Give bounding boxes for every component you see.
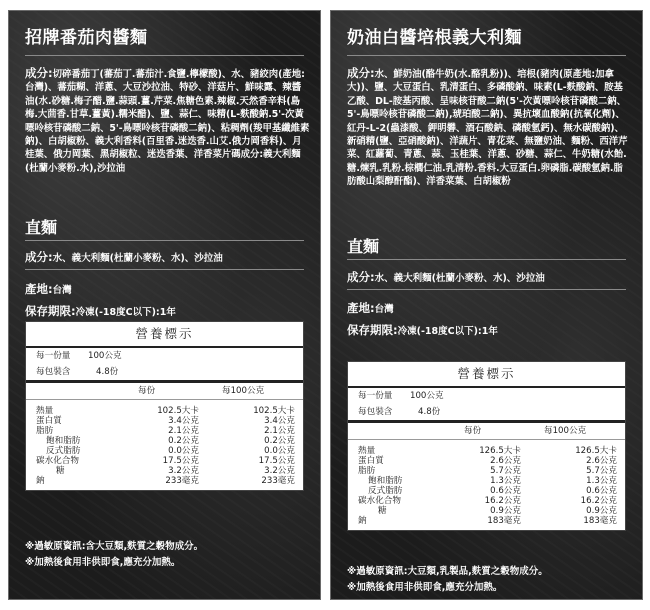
per-100g-value: 0.0公克 xyxy=(264,446,295,456)
serving-size-label: 每一份量 xyxy=(358,391,393,401)
nutrition-row-carbohydrate xyxy=(26,456,303,466)
noodle-heading: 直麵 xyxy=(347,237,380,256)
noodle-ingredients-label: 成分: xyxy=(25,250,53,264)
servings-row xyxy=(348,404,625,420)
nutrition-rows xyxy=(26,400,303,490)
sauce-ingredients-text: 水、鮮奶油(酪牛奶(水.酪乳粉))、培根(豬肉(原產地:加拿大))、鹽、大豆蛋白、乳清蛋白、多磷酸鈉、味素(L-麩酸鈉、胺基乙酸、DL-胺基丙酸、呈味核苷酸二鈉(5'-次黃嘌呤核苷磷酸二鈉、5'-鳥嘌呤核苷磷酸二鈉),琥珀酸二鈉)、異抗壞血酸鈉(抗氧化劑)、紅丹-L-2(蟲漆酸、鉀明礬、酒石酸鈉、磷酸氫鈣)、無水碳酸鈉)、新硝精(鹽、亞硝酸鈉)、洋蔬片、青花菜、無鹽奶油、麵粉、西洋芹菜、紅蘿蔔、青蔥、蒜、玉桂葉、洋蔥、砂糖、蒜仁、牛奶糖(水飴.糖.煉乳.乳粉.棕櫚仁油.乳清粉.香料.大豆蛋白.卵磷脂.碳酸氫鈉.脂肪酸山梨醇酐酯)、洋香菜葉、白胡椒粉 xyxy=(347,69,628,188)
per-100g-value: 1.3公克 xyxy=(586,476,617,486)
origin-label: 產地: xyxy=(25,282,53,296)
origin xyxy=(347,300,632,316)
nutrition-header xyxy=(26,380,303,400)
serving-size-value: 100公克 xyxy=(88,351,122,361)
per-100g-value: 3.4公克 xyxy=(264,416,295,426)
nutrient-label: 反式脂肪 xyxy=(46,446,81,456)
per-100g-value: 3.2公克 xyxy=(264,466,295,476)
per-serving-value: 17.5公克 xyxy=(162,456,199,466)
servings-label: 每包裝含 xyxy=(358,407,393,417)
noodle-divider xyxy=(25,240,304,241)
per-serving-value: 1.3公克 xyxy=(490,476,521,486)
nutrient-label: 脂肪 xyxy=(36,426,54,436)
allergen-info: ※過敏原資訊:含大豆類,麩質之穀物成分。 xyxy=(25,541,204,552)
per-serving-value: 126.5大卡 xyxy=(479,446,521,456)
nutrition-row-energy xyxy=(348,446,625,456)
serving-size-value: 100公克 xyxy=(410,391,444,401)
per-serving-value: 3.2公克 xyxy=(168,466,199,476)
noodle-ingredients-text: 水、義大利麵(杜蘭小麥粉、水)、沙拉油 xyxy=(374,273,545,284)
storage-label: 保存期限: xyxy=(347,323,398,337)
per-100g-value: 0.9公克 xyxy=(586,506,617,516)
per-100g-value: 183毫克 xyxy=(583,516,617,526)
nutrition-row-saturated-fat xyxy=(348,476,625,486)
nutrition-title: 營養標示 xyxy=(26,322,303,348)
origin-value: 台灣 xyxy=(374,304,394,315)
product-panel-cream-bacon xyxy=(330,10,643,600)
noodle-ingredients-text: 水、義大利麵(杜蘭小麥粉、水)、沙拉油 xyxy=(52,253,223,264)
per-serving-value: 0.6公克 xyxy=(490,486,521,496)
col-per-100g: 每100公克 xyxy=(544,426,587,436)
col-per-serving: 每份 xyxy=(138,386,156,396)
sauce-ingredients-label: 成分: xyxy=(25,66,53,80)
nutrition-row-trans-fat xyxy=(26,446,303,456)
nutrient-label: 碳水化合物 xyxy=(36,456,79,466)
servings-value: 4.8份 xyxy=(418,407,441,417)
servings-row xyxy=(26,364,303,380)
sauce-ingredients-label: 成分: xyxy=(347,66,375,80)
storage-label: 保存期限: xyxy=(25,304,76,318)
per-100g-value: 0.6公克 xyxy=(586,486,617,496)
nutrient-label: 飽和脂肪 xyxy=(368,476,403,486)
title-divider xyxy=(347,55,626,56)
nutrition-header xyxy=(348,420,625,440)
per-100g-value: 5.7公克 xyxy=(586,466,617,476)
nutrition-table xyxy=(25,321,304,491)
nutrient-label: 糖 xyxy=(378,506,387,516)
product-title: 奶油白醬培根義大利麵 xyxy=(347,28,522,48)
nutrient-label: 熱量 xyxy=(36,406,54,416)
nutrition-row-protein xyxy=(26,416,303,426)
per-100g-value: 233毫克 xyxy=(261,476,295,486)
noodle-bottom-divider xyxy=(25,269,304,270)
serving-size-row xyxy=(26,348,303,364)
storage-value: 冷凍(-18度C以下):1年 xyxy=(397,326,498,337)
storage xyxy=(25,303,310,319)
serving-size-row xyxy=(348,388,625,404)
origin-label: 產地: xyxy=(347,301,375,315)
nutrient-label: 脂肪 xyxy=(358,466,376,476)
serving-size-label: 每一份量 xyxy=(36,351,71,361)
per-serving-value: 0.2公克 xyxy=(168,436,199,446)
heating-note: ※加熱後食用非供即食,應充分加熱。 xyxy=(347,582,503,593)
per-100g-value: 2.1公克 xyxy=(264,426,295,436)
nutrient-label: 蛋白質 xyxy=(358,456,384,466)
storage-value: 冷凍(-18度C以下):1年 xyxy=(75,307,176,318)
nutrition-row-carbohydrate xyxy=(348,496,625,506)
per-100g-value: 17.5公克 xyxy=(258,456,295,466)
storage xyxy=(347,322,632,338)
origin xyxy=(25,281,310,297)
per-serving-value: 16.2公克 xyxy=(484,496,521,506)
nutrition-row-sodium xyxy=(26,476,303,486)
nutrition-row-fat xyxy=(348,466,625,476)
per-serving-value: 5.7公克 xyxy=(490,466,521,476)
title-divider xyxy=(25,55,304,56)
noodle-ingredients xyxy=(347,269,632,285)
nutrition-title: 營養標示 xyxy=(348,362,625,388)
sauce-ingredients-text: 切碎番茄丁(蕃茄丁.蕃茄汁.食鹽.檸檬酸)、水、豬絞肉(產地:台灣)、蕃茄糊、洋蔥、大豆沙拉油、特砂、洋菇片、鮮味露、辣醬油(水.砂糖.梅子醋.鹽.蒜頭.薑.芹菜.焦糖色素.辣椒.天然香辛料(島梅.大茴香.甘草.薑黃).糯米醋)、鹽、蒜仁、味精(L-麩酸鈉.5'-次黃嘌呤核苷磷酸二鈉、5'-鳥嘌呤核苷磷酸二鈉)、粘稠劑(羧甲基纖維素鈉)、白胡椒粉、義大利香料(百里香.迷迭香.山艾.俄力岡香料)、月桂葉、俄力岡葉、黑胡椒粒、迷迭香葉、洋香菜片碼成分:義大利麵(杜蘭小麥粉.水),沙拉油 xyxy=(25,69,310,174)
nutrition-row-sugar xyxy=(348,506,625,516)
noodle-divider xyxy=(347,259,626,260)
per-serving-value: 2.1公克 xyxy=(168,426,199,436)
heating-note: ※加熱後食用非供即食,應充分加熱。 xyxy=(25,557,181,568)
servings-value: 4.8份 xyxy=(96,367,119,377)
per-100g-value: 0.2公克 xyxy=(264,436,295,446)
sauce-ingredients xyxy=(25,67,310,175)
nutrient-label: 鈉 xyxy=(36,476,45,486)
nutrient-label: 蛋白質 xyxy=(36,416,62,426)
per-100g-value: 2.6公克 xyxy=(586,456,617,466)
per-100g-value: 16.2公克 xyxy=(580,496,617,506)
per-serving-value: 102.5大卡 xyxy=(157,406,199,416)
product-panel-tomato xyxy=(8,10,321,600)
nutrition-row-protein xyxy=(348,456,625,466)
sauce-ingredients xyxy=(347,67,632,189)
nutrition-row-energy xyxy=(26,406,303,416)
per-serving-value: 233毫克 xyxy=(165,476,199,486)
nutrition-row-sugar xyxy=(26,466,303,476)
col-per-serving: 每份 xyxy=(464,426,482,436)
nutrition-row-saturated-fat xyxy=(26,436,303,446)
nutrient-label: 飽和脂肪 xyxy=(46,436,81,446)
allergen-info: ※過敏原資訊:大豆類,乳製品,麩質之穀物成分。 xyxy=(347,566,548,577)
nutrition-rows xyxy=(348,440,625,530)
noodle-bottom-divider xyxy=(347,289,626,290)
nutrition-row-fat xyxy=(26,426,303,436)
origin-value: 台灣 xyxy=(52,285,72,296)
nutrition-table xyxy=(347,361,626,531)
servings-label: 每包裝含 xyxy=(36,367,71,377)
nutrient-label: 反式脂肪 xyxy=(368,486,403,496)
nutrient-label: 熱量 xyxy=(358,446,376,456)
nutrient-label: 鈉 xyxy=(358,516,367,526)
noodle-ingredients xyxy=(25,249,310,265)
per-serving-value: 0.0公克 xyxy=(168,446,199,456)
nutrient-label: 糖 xyxy=(56,466,65,476)
nutrition-row-trans-fat xyxy=(348,486,625,496)
noodle-heading: 直麵 xyxy=(25,218,58,237)
per-serving-value: 0.9公克 xyxy=(490,506,521,516)
col-per-100g: 每100公克 xyxy=(222,386,265,396)
per-serving-value: 2.6公克 xyxy=(490,456,521,466)
per-100g-value: 102.5大卡 xyxy=(253,406,295,416)
nutrient-label: 碳水化合物 xyxy=(358,496,401,506)
product-title: 招牌番茄肉醬麵 xyxy=(25,28,148,48)
per-serving-value: 183毫克 xyxy=(487,516,521,526)
per-serving-value: 3.4公克 xyxy=(168,416,199,426)
per-100g-value: 126.5大卡 xyxy=(575,446,617,456)
nutrition-row-sodium xyxy=(348,516,625,526)
noodle-ingredients-label: 成分: xyxy=(347,270,375,284)
